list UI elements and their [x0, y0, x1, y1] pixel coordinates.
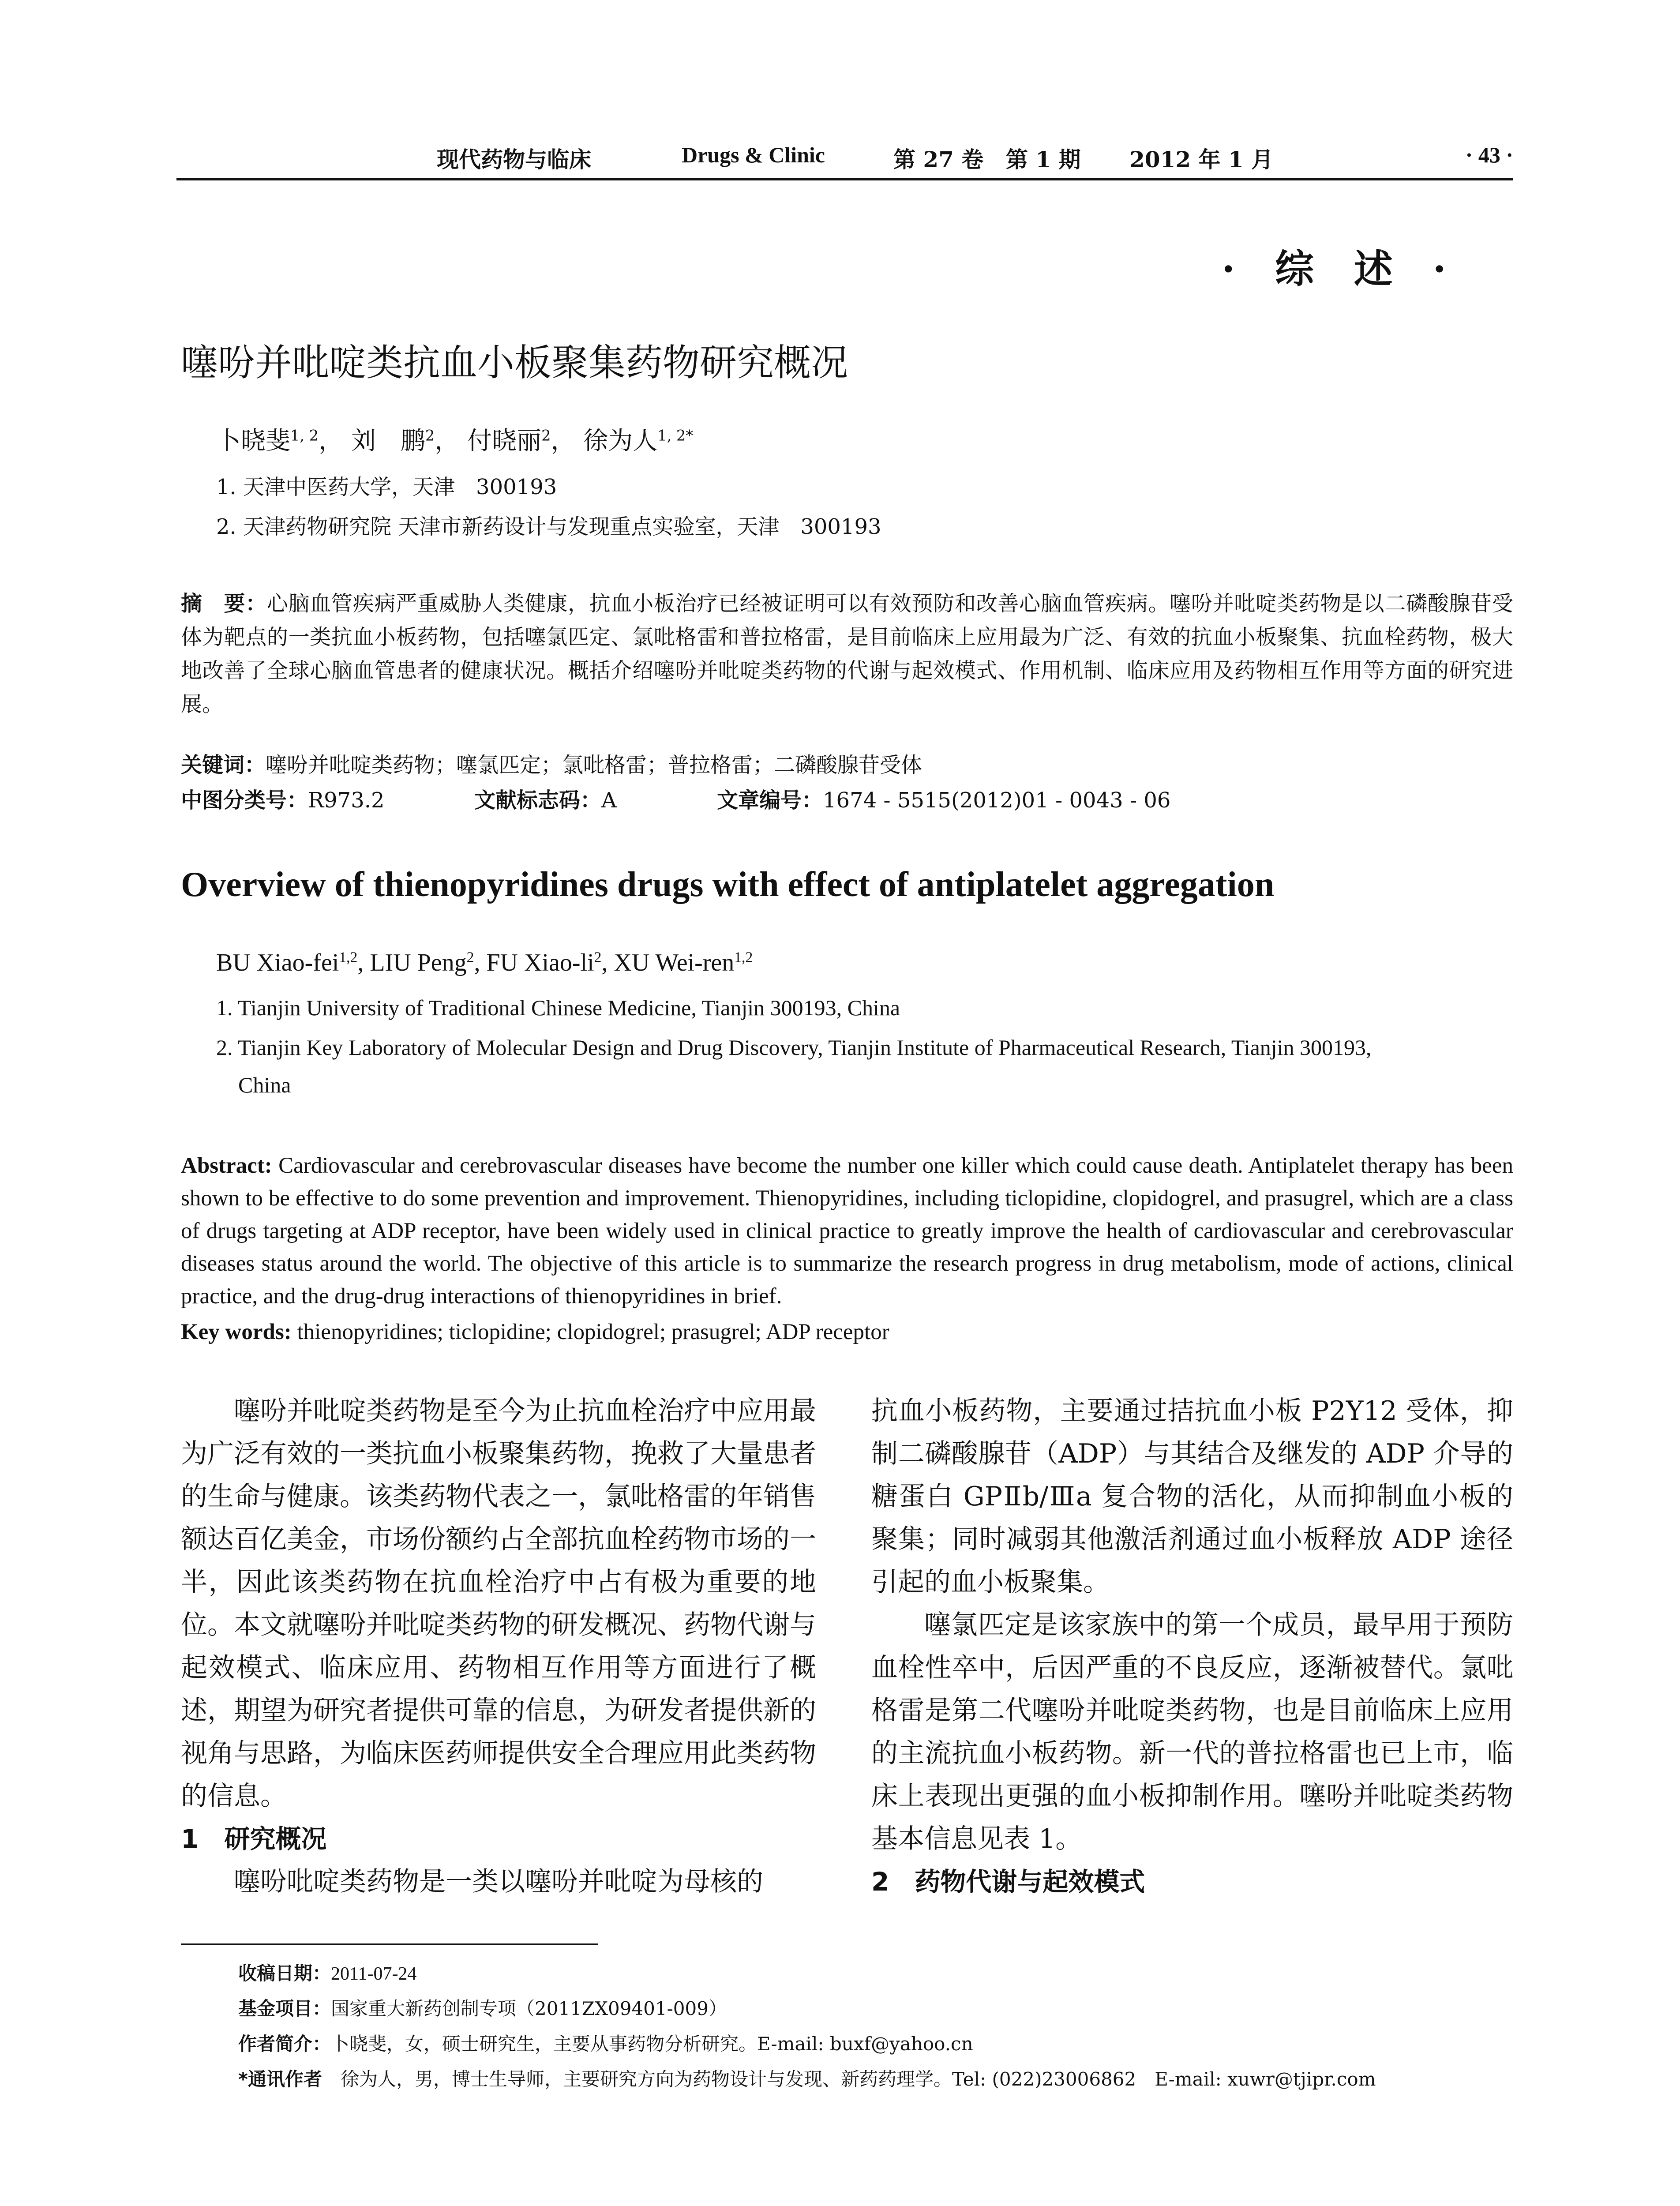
author-name: 徐为人 — [583, 427, 658, 455]
article-title-en: Overview of thienopyridines drugs with effect of antiplatelet aggregation — [181, 865, 1275, 904]
footnote-label: 收稿日期： — [238, 1962, 331, 1984]
footnote-text: 2011-07-24 — [331, 1964, 417, 1984]
doc-code-value: A — [601, 788, 617, 813]
footnote-text: 徐为人，男，博士生导师，主要研究方向为药物设计与发现、新药药理学。Tel: (022)23006862 E-mail: xuwr@tjipr.com — [340, 2068, 1376, 2090]
article-number — [717, 783, 1170, 814]
header-rule — [176, 178, 1513, 180]
affiliation-cn-2: 2. 天津药物研究院 天津市新药设计与发现重点实验室，天津 300193 — [216, 514, 881, 539]
section-title: 药物代谢与起效模式 — [915, 1867, 1145, 1897]
issue: 第 1 期 — [1006, 146, 1081, 173]
keywords-cn-label: 关键词： — [181, 753, 266, 777]
footnote-corresponding — [238, 2065, 1376, 2091]
footnote-text: 国家重大新药创制专项（2011ZX09401-009） — [331, 1998, 727, 2019]
section-title: 研究概况 — [224, 1824, 327, 1854]
body-paragraph: 噻氯匹定是该家族中的第一个成员，最早用于预防血栓性卒中，后因严重的不良反应，逐渐被替代。氯吡格雷是第二代噻吩并吡啶类药物，也是目前临床上应用的主流抗血小板药物。新一代的普拉格雷也已上市，临床上表现出更强的血小板抑制作用。噻吩并吡啶类药物基本信息见表 1。 — [871, 1609, 1513, 1854]
author-affil-mark: 2 — [594, 949, 602, 966]
abstract-cn-text: 心脑血管疾病严重威胁人类健康，抗血小板治疗已经被证明可以有效预防和改善心脑血管疾病。噻吩并吡啶类药物是以二磷酸腺苷受体为靶点的一类抗血小板药物，包括噻氯匹定、氯吡格雷和普拉格雷，是目前临床上应用最为广泛、有效的抗血小板聚集、抗血栓药物，极大地改善了全球心脑血管患者的健康状况。概括介绍噻吩并吡啶类药物的代谢与起效模式、作用机制、临床应用及药物相互作用等方面的研究进展。 — [181, 591, 1513, 717]
journal-name-en: Drugs & Clinic — [682, 143, 825, 167]
body-paragraph: 噻吩并吡啶类药物是至今为止抗血栓治疗中应用最为广泛有效的一类抗血小板聚集药物，挽救了大量患者的生命与健康。该类药物代表之一，氯吡格雷的年销售额达百亿美金，市场份额约占全部抗血栓药物市场的一半，因此该类药物在抗血栓治疗中占有极为重要的地位。本文就噻吩并吡啶类药物的研发概况、药物代谢与起效模式、临床应用、药物相互作用等方面进行了概述，期望为研究者提供可靠的信息，为研发者提供新的视角与思路，为临床医药师提供安全合理应用此类药物的信息。 — [181, 1396, 816, 1812]
classification-line — [181, 783, 385, 814]
abstract-en-label: Abstract: — [181, 1153, 272, 1178]
keywords-cn-text: 噻吩并吡啶类药物；噻氯匹定；氯吡格雷；普拉格雷；二磷酸腺苷受体 — [266, 753, 922, 777]
page-number: · 43 · — [1465, 143, 1513, 167]
affiliation-en-2: 2. Tianjin Key Laboratory of Molecular Design and Drug Discovery, Tianjin Institute of Pharmaceutical Research, Tianjin 300193, — [216, 1035, 1372, 1060]
section-heading-1 — [181, 1818, 816, 1861]
footnote-rule — [181, 1943, 598, 1945]
author-affil-mark: 1,2 — [339, 949, 358, 966]
body-column-left — [181, 1390, 816, 1903]
section-tag: · 综 述 · — [1221, 246, 1459, 292]
article-number-value: 1674 - 5515(2012)01 - 0043 - 06 — [823, 788, 1171, 813]
author-name: 付晓丽 — [467, 427, 542, 455]
keywords-en — [181, 1319, 889, 1345]
keywords-en-label: Key words: — [181, 1320, 292, 1344]
keywords-en-text: thienopyridines; ticlopidine; clopidogrel; prasugrel; ADP receptor — [297, 1320, 889, 1344]
author-affil-mark: 2 — [466, 949, 474, 966]
author-name: 卜晓斐 — [216, 427, 290, 455]
issue-date: 2012 年 1 月 — [1129, 146, 1274, 173]
author-name-en: FU Xiao-li — [486, 949, 594, 976]
section-heading-2 — [871, 1861, 1513, 1903]
affiliation-en-1: 1. Tianjin University of Traditional Chinese Medicine, Tianjin 300193, China — [216, 995, 900, 1020]
volume: 第 27 卷 — [893, 146, 984, 173]
article-title-cn: 噻吩并吡啶类抗血小板聚集药物研究概况 — [181, 341, 848, 384]
doc-code-label: 文献标志码： — [474, 788, 602, 813]
footnote-funding — [238, 1994, 727, 2021]
author-affil-mark: 1,2 — [734, 949, 753, 966]
section-number: 1 — [181, 1824, 199, 1854]
footnote-label: 基金项目： — [238, 1998, 331, 2019]
section-number: 2 — [871, 1867, 889, 1897]
footnote-author-bio — [238, 2030, 973, 2056]
body-column-right — [871, 1390, 1513, 1903]
journal-name-cn: 现代药物与临床 — [437, 146, 591, 173]
clc-label: 中图分类号： — [181, 788, 308, 813]
author-affil-mark: 1, 2 — [290, 427, 319, 444]
footnote-label: 作者简介： — [238, 2033, 331, 2055]
body-paragraph: 噻吩吡啶类药物是一类以噻吩并吡啶为母核的 — [234, 1866, 763, 1897]
author-name: 刘 鹏 — [351, 427, 425, 455]
abstract-cn — [181, 587, 1513, 721]
author-name-en: BU Xiao-fei — [216, 949, 339, 976]
affiliation-cn-1: 1. 天津中医药大学，天津 300193 — [216, 475, 557, 499]
author-affil-mark: 2 — [541, 427, 551, 444]
footnote-text: 卜晓斐，女，硕士研究生，主要从事药物分析研究。E-mail: buxf@yahoo.cn — [331, 2033, 973, 2055]
author-name-en: XU Wei-ren — [614, 949, 735, 976]
abstract-en — [181, 1149, 1513, 1313]
author-name-en: LIU Peng — [370, 949, 467, 976]
author-affil-mark: 2 — [425, 427, 435, 444]
authors-cn: 卜晓斐$^{1, 2}$， 刘 鹏$^2$， 付晓丽$^2$， 徐为人$^{1, 2*}$ — [216, 427, 694, 455]
affiliation-en-2-cont: China — [238, 1073, 291, 1097]
document-code — [474, 783, 617, 814]
abstract-en-text: Cardiovascular and cerebrovascular diseases have become the number one killer which could cause death. Antiplatelet therapy has been shown to be effective to do some prevention and improvement. Thienopyridines, including ticlopidine, clopidogrel, and prasugrel, which are a class of drugs targeting at ADP receptor, have been widely used in clinical practice to greatly improve the health of cardiovascular and cerebrovascular diseases status around the world. The objective of this article is to summarize the research progress in drug metabolism, mode of actions, clinical practice, and the drug-drug interactions of thienopyridines in brief. — [181, 1153, 1513, 1309]
article-number-label: 文章编号： — [717, 788, 823, 813]
keywords-cn — [181, 748, 922, 778]
authors-en: BU Xiao-fei$^{1,2}$, LIU Peng$^2$, FU Xiao-$li^2$, XU Wei-ren$^{1,2}$ — [216, 949, 753, 976]
running-header — [176, 142, 1513, 182]
footnote-received — [238, 1959, 416, 1985]
abstract-cn-label: 摘 要： — [181, 591, 267, 616]
author-affil-mark: 1, 2* — [657, 427, 694, 444]
footnote-label: *通讯作者 — [238, 2068, 322, 2090]
clc-value: R973.2 — [308, 788, 385, 813]
body-paragraph: 抗血小板药物，主要通过拮抗血小板 P2Y12 受体，抑制二磷酸腺苷（ADP）与其结合及继发的 ADP 介导的糖蛋白 GPⅡb/Ⅲa 复合物的活化，从而抑制血小板的聚集；同时减弱其他激活剂通过血小板释放 ADP 途径引起的血小板聚集。 — [871, 1396, 1513, 1598]
